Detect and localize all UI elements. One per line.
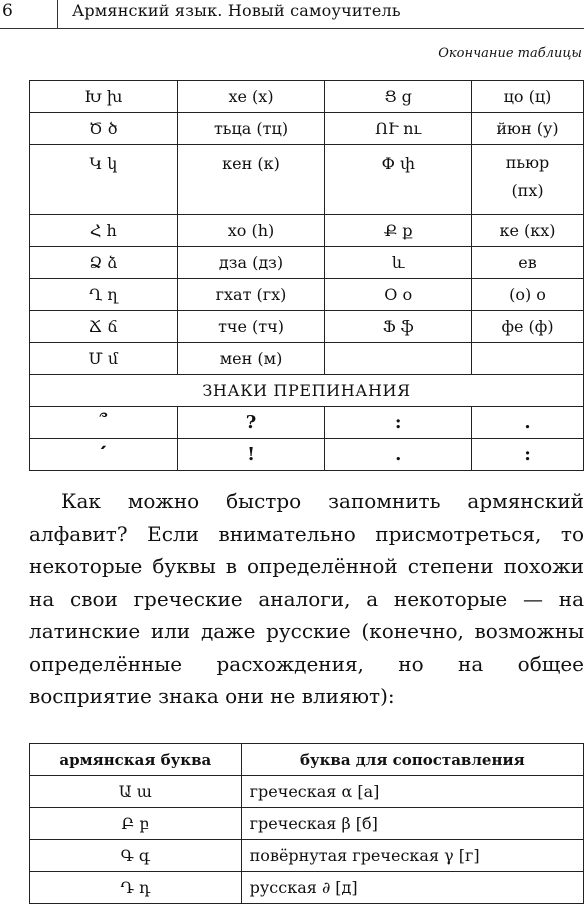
comparison-header-row	[30, 744, 584, 776]
armenian-letter-cell: Ղ ղ	[30, 279, 178, 311]
armenian-punctuation-cell: !	[177, 439, 325, 471]
letter-name-cell: тьца (тц)	[177, 113, 325, 145]
armenian-letter-cell: Գ գ	[30, 840, 242, 872]
running-title: Армянский язык. Новый самоучитель	[72, 1, 401, 20]
letter-name-cell: гхат (гх)	[177, 279, 325, 311]
armenian-letter-cell: Ֆ ֆ	[325, 311, 472, 343]
comparison-letter-cell: повёрнутая греческая γ [г]	[241, 840, 583, 872]
comparison-letter-cell: греческая β [б]	[241, 808, 583, 840]
comparison-letter-cell: русская ∂ [д]	[241, 872, 583, 904]
russian-punctuation-cell: .	[472, 407, 584, 439]
header-armenian-letter: армянская буква	[30, 744, 242, 776]
letter-name-cell: тче (тч)	[177, 311, 325, 343]
alphabet-row	[30, 145, 584, 215]
comparison-table	[29, 743, 584, 904]
letter-name-cell: хе (х)	[177, 81, 325, 113]
alphabet-table-body	[30, 81, 584, 471]
alphabet-row	[30, 113, 584, 145]
alphabet-row	[30, 215, 584, 247]
armenian-letter-cell: և	[325, 247, 472, 279]
armenian-letter-cell: Փ փ	[325, 145, 472, 215]
armenian-letter-cell: Ճ ճ	[30, 311, 178, 343]
body-paragraph	[29, 485, 584, 713]
letter-name-cell: пьюр (пх)	[472, 145, 584, 215]
alphabet-row	[30, 279, 584, 311]
alphabet-row	[30, 81, 584, 113]
letter-name-cell: ев	[472, 247, 584, 279]
armenian-letter-cell: Ք ք	[325, 215, 472, 247]
letter-name-cell: фе (ф)	[472, 311, 584, 343]
comparison-row	[30, 840, 584, 872]
russian-punctuation-cell: .	[325, 439, 472, 471]
alphabet-row	[30, 247, 584, 279]
comparison-row	[30, 808, 584, 840]
comparison-letter-cell: греческая α [а]	[241, 776, 583, 808]
letter-name-cell: цо (ц)	[472, 81, 584, 113]
armenian-punctuation-cell: ?	[177, 407, 325, 439]
page-header	[0, 0, 584, 29]
punctuation-row	[30, 439, 584, 471]
armenian-letter-cell: Հ h	[30, 215, 178, 247]
armenian-letter-cell: Ծ ծ	[30, 113, 178, 145]
comparison-row	[30, 776, 584, 808]
letter-name-cell: кен (к)	[177, 145, 325, 215]
armenian-letter-cell: Ա ա	[30, 776, 242, 808]
letter-name-cell: (о) о	[472, 279, 584, 311]
russian-punctuation-cell: :	[472, 439, 584, 471]
armenian-letter-cell: Մ մ	[30, 343, 178, 375]
letter-name-cell: йюн (у)	[472, 113, 584, 145]
alphabet-row	[30, 311, 584, 343]
letter-name-cell: дза (дз)	[177, 247, 325, 279]
letter-name-cell: мен (м)	[177, 343, 325, 375]
armenian-letter-cell: Խ խ	[30, 81, 178, 113]
armenian-letter-cell: ՈՒ ու	[325, 113, 472, 145]
letter-name-cell: ке (кх)	[472, 215, 584, 247]
armenian-punctuation-cell: ՞	[30, 407, 178, 439]
armenian-letter-cell: Ձ ձ	[30, 247, 178, 279]
section-row	[30, 375, 584, 407]
armenian-letter-cell: Օ օ	[325, 279, 472, 311]
armenian-letter-cell: Ց ց	[325, 81, 472, 113]
armenian-letter-cell: Դ դ	[30, 872, 242, 904]
table-continuation-note: Окончание таблицы	[438, 46, 582, 61]
section-title: ЗНАКИ ПРЕПИНАНИЯ	[30, 375, 584, 407]
armenian-letter-cell: Կ կ	[30, 145, 178, 215]
paragraph-text: Как можно быстро запомнить армянский алфавит? Если внимательно присмотреться, то некоторые буквы в определённой степени похожи на свои греческие аналоги, а некоторые — на латинские или даже русские (конечно, возможны определённые расхождения, но на общее восприятие знака они не влияют):	[29, 489, 584, 708]
armenian-letter-cell	[325, 343, 472, 375]
alphabet-row	[30, 343, 584, 375]
letter-name-cell: хо (h)	[177, 215, 325, 247]
russian-punctuation-cell: :	[325, 407, 472, 439]
header-comparison-letter: буква для сопоставления	[241, 744, 583, 776]
armenian-letter-cell: Բ բ	[30, 808, 242, 840]
page-number: 6	[0, 0, 58, 28]
armenian-punctuation-cell: ՛	[30, 439, 178, 471]
letter-name-cell	[472, 343, 584, 375]
alphabet-table	[29, 80, 584, 471]
comparison-table-body	[30, 776, 584, 904]
punctuation-row	[30, 407, 584, 439]
